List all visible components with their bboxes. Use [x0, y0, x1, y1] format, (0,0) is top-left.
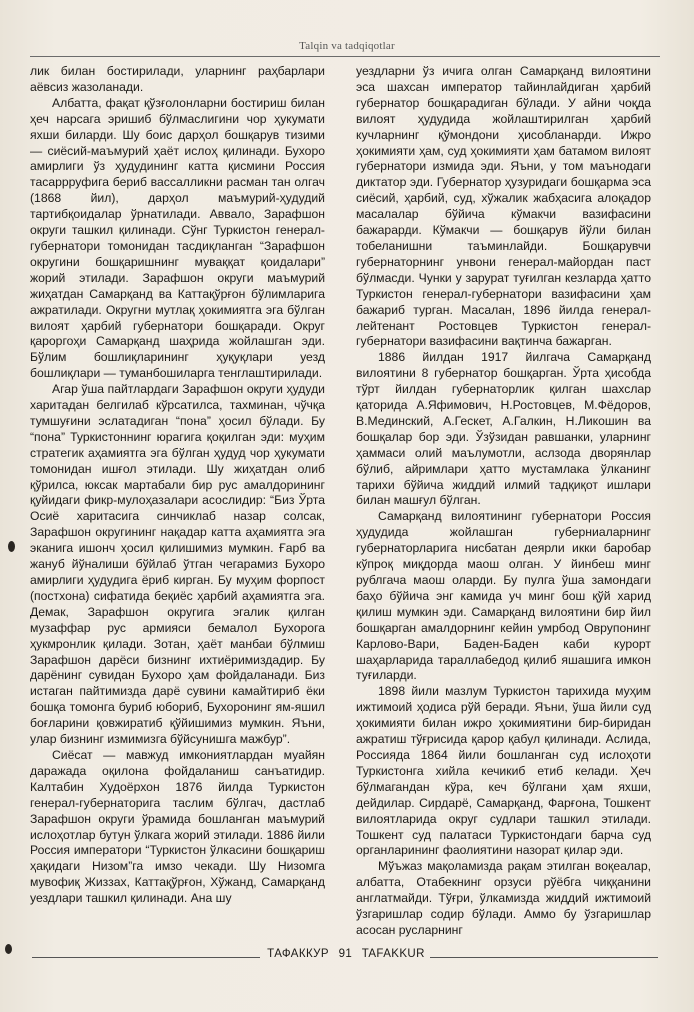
footer-magazine-cyrillic: ТАФАККУР: [267, 948, 329, 960]
paragraph: Самарқанд вилоятининг губернатори Россия ҳудудида жойлашган губерниаларнинг губернаторларига нисбатан деярли икки баробар кўпроқ миқдорда маош олган. У йинбеш минг рублгача маош оларди. Бу пулга ўша замондаги баҳо бўйича энг камида уч минг бош қўй харид қилиш мумкин эди. Самарқанд вилоятини бир йил бошқарган амалдорнинг кейин умрбод Оврупонинг Карлово-Вари, Баден-Баден каби курорт шаҳарларида тараллабедод қилиб яшашига имкон туғиларди.: [356, 509, 651, 683]
paragraph: лик билан бостирилади, уларнинг раҳбарлари аёвсиз жазоланади.: [30, 64, 325, 94]
footer-rule-left: [32, 957, 260, 958]
paragraph: уездларни ўз ичига олган Самарқанд вилоятини эса шахсан император тайинлайдиган ҳарбий губернатор бошқарадиган бўлади. У айни чоқда вилоят ҳудудида жойлаштирилган ҳарбий кучларнинг қўмондони ҳисобланарди. Ижро ҳокимияти ҳам, суд ҳокимияти ҳам батамом вилоят губернатори измида эди. Яъни, у том маънодаги диктатор эди. Губернатор ҳузуридаги бошқарма эса сиёсий, ҳарбий, суд, хўжалик жабҳасига алоқадор масалалар бўйича кўмакчи вазифасини бажарарди. Кўмакчи — бошқарув йўли билан тобеланишни таъминлайди. Бошқарувчи губернаторнинг унвони генерал-майордан паст бўлмасди. Чунки у зарурат туғилган кезларда ҳатто Туркистон генерал-губернатори вазифасини ҳам бажариб турган. Масалан, 1896 йилда генерал-лейтенант Ростовцев Туркистон генерал-губернатори вазифасини вақтинча бажарган.: [356, 64, 651, 349]
paragraph: 1898 йили мазлум Туркистон тарихида муҳим ижтимоий ҳодиса рўй беради. Яъни, ўша йили суд ҳокимияти билан ижро ҳокимиятини бир-биридан ажратиш тўғрисида қарор қабул қилинади. Аслида, Россияда 1864 йили бошланган суд ислоҳоти Туркистонга хийла кечикиб етиб келади. Ҳеч бўлмагандан кўра, кеч бўлгани ҳам яхши, дейдилар. Сирдарё, Самарқанд, Фарғона, Тошкент вилоятларида округ судлари ташкил этилади. Тошкент суд палатаси Туркистондаги барча суд органларининг фаолиятини назорат қилар эди.: [356, 684, 651, 858]
paragraph: Мўъжаз мақоламизда рақам этилган воқеалар, албатта, Отабекнинг орзуси рўёбга чиққанини англатмайди. Тўғри, ўлкамизда жиддий ижтимоий ўзгаришлар содир бўлади. Аммо бу ўзгаришлар асосан русларнинг: [356, 859, 651, 937]
paragraph: Сиёсат — мавжуд имкониятлардан муайян даражада оқилона фойдаланиш санъатидир. Калтабин Худоёрхон 1876 йилда Туркистон генерал-губернаторига таслим бўлгач, дастлаб Зарафшон округи ўрамида бошланган маъмурий ислоҳотлар бутун ўлкага жорий этилади. 1886 йили Россия императори “Туркистон ўлкасини бошқариш ҳақидаги Низом”га имзо чекади. Шу Низомга мувофиқ Жиззах, Каттақўрғон, Хўжанд, Самарқанд уездлари ташкил қилинади. Ана шу: [30, 747, 325, 906]
running-header: Talqin va tadqiqotlar: [299, 40, 395, 52]
right-text-column: [356, 64, 651, 939]
binding-hole-mark: [5, 944, 12, 954]
page-footer: [262, 948, 430, 960]
footer-rule-right: [430, 957, 658, 958]
header-divider: [30, 56, 660, 57]
paragraph: Агар ўша пайтлардаги Зарафшон округи ҳудуди харитадан белгилаб кўрсатилса, тахминан, чўчқа тумшуғини эслатадиган “пона” ҳосил бўлади. Бу “пона” Туркистоннинг юрагига қоқилган эди: муҳим стратегик аҳамиятга эга бўлган ҳудуд чор ҳукумати томонидан ишғол этилади. Шу жиҳатдан олиб қўрилса, юксак мартабали бир рус амалдорининг қуйидаги фикр-мулоҳазалари асослидир: “Биз Ўрта Осиё харитасига синчиклаб назар солсак, Зарафшон округининг нақадар катта аҳамиятга эга эканига ишонч ҳосил қилишимиз мумкин. Ғарб ва жануб йўналиши бўйлаб ўтган чегарамиз Бухоро амирлиги ҳудудига ёриб кирган. Бу муҳим форпост (постхона) сифатида беқиёс ҳарбий аҳамиятга эга. Демак, Зарафшон округига эгалик қилган музаффар рус армияси бемалол Бухорога ҳукмронлик қилади. Зотан, ҳаёт манбаи бўлмиш Зарафшон дарёси бизнинг ихтиёримиздадир. Бу дарёнинг сувидан Бухоро ҳам фойдаланади. Биз истаган пайтимизда дарё сувини камайтириб ёки бошқа томонга буриб юбориб, Бухоронинг ям-яшил боғларини қовжиратиб қўйишимиз мумкин. Яъни, улар бизнинг измимизга бўйсунишга мажбур”.: [30, 382, 325, 747]
paragraph: Албатта, фақат қўзғолонларни бостириш билан ҳеч нарсага эришиб бўлмаслигини чор ҳукумати яхши биларди. Шу боис дарҳол бошқарув тизими — сиёсий-маъмурий ҳаёт ислоҳ қилинади. Бухоро амирлиги ўз ҳудудининг катта қисмини Россия тасаррруфига бериб вассалликни расман тан олгач (1868 йил), дарҳол маъмурий-ҳудудий тартибқоидалар ўрнатилади. Аввало, Зарафшон округи ташкил қилинади. Сўнг Туркистон генерал-губернатори томонидан тасдиқланган “Зарафшон округини бошқаришнинг муваққат қоидалари” жорий этилади. Зарафшон округи маъмурий жиҳатдан Самарқанд ва Каттақўрғон бўлимларига ажратилади. Округни мутлақ ҳокимиятга эга бўлган вилоят ҳарбий губернатори бошқаради. Округ қароргоҳи Самарқанд шаҳрида жойлашган эди. Бўлим бошлиқларининг ҳуқуқлари уезд бошлиқлари — туманбошиларга тенглаштирилади.: [30, 95, 325, 381]
paragraph: 1886 йилдан 1917 йилгача Самарқанд вилоятини 8 губернатор бошқарган. Ўрта ҳисобда тўрт йилдан губернаторлик қилган шахслар қаторида А.Яфимович, Н.Ростовцев, М.Фёдоров, В.Мединский, А.Гескет, А.Галкин, Н.Ликошин ва бошқалар бор эди. Ўзўзидан равшанки, уларнинг ҳаммаси олий маълумотли, аслзода дворянлар бўлиб, айримлари ҳатто мустамлака ўлканинг тарихи бўйича жиддий илмий тадқиқот ишлари билан машғул бўлган.: [356, 350, 651, 508]
footer-magazine-latin: TAFAKKUR: [361, 948, 425, 960]
page-number: 91: [338, 948, 353, 960]
binding-hole-mark: [8, 541, 15, 552]
left-text-column: [30, 64, 325, 907]
